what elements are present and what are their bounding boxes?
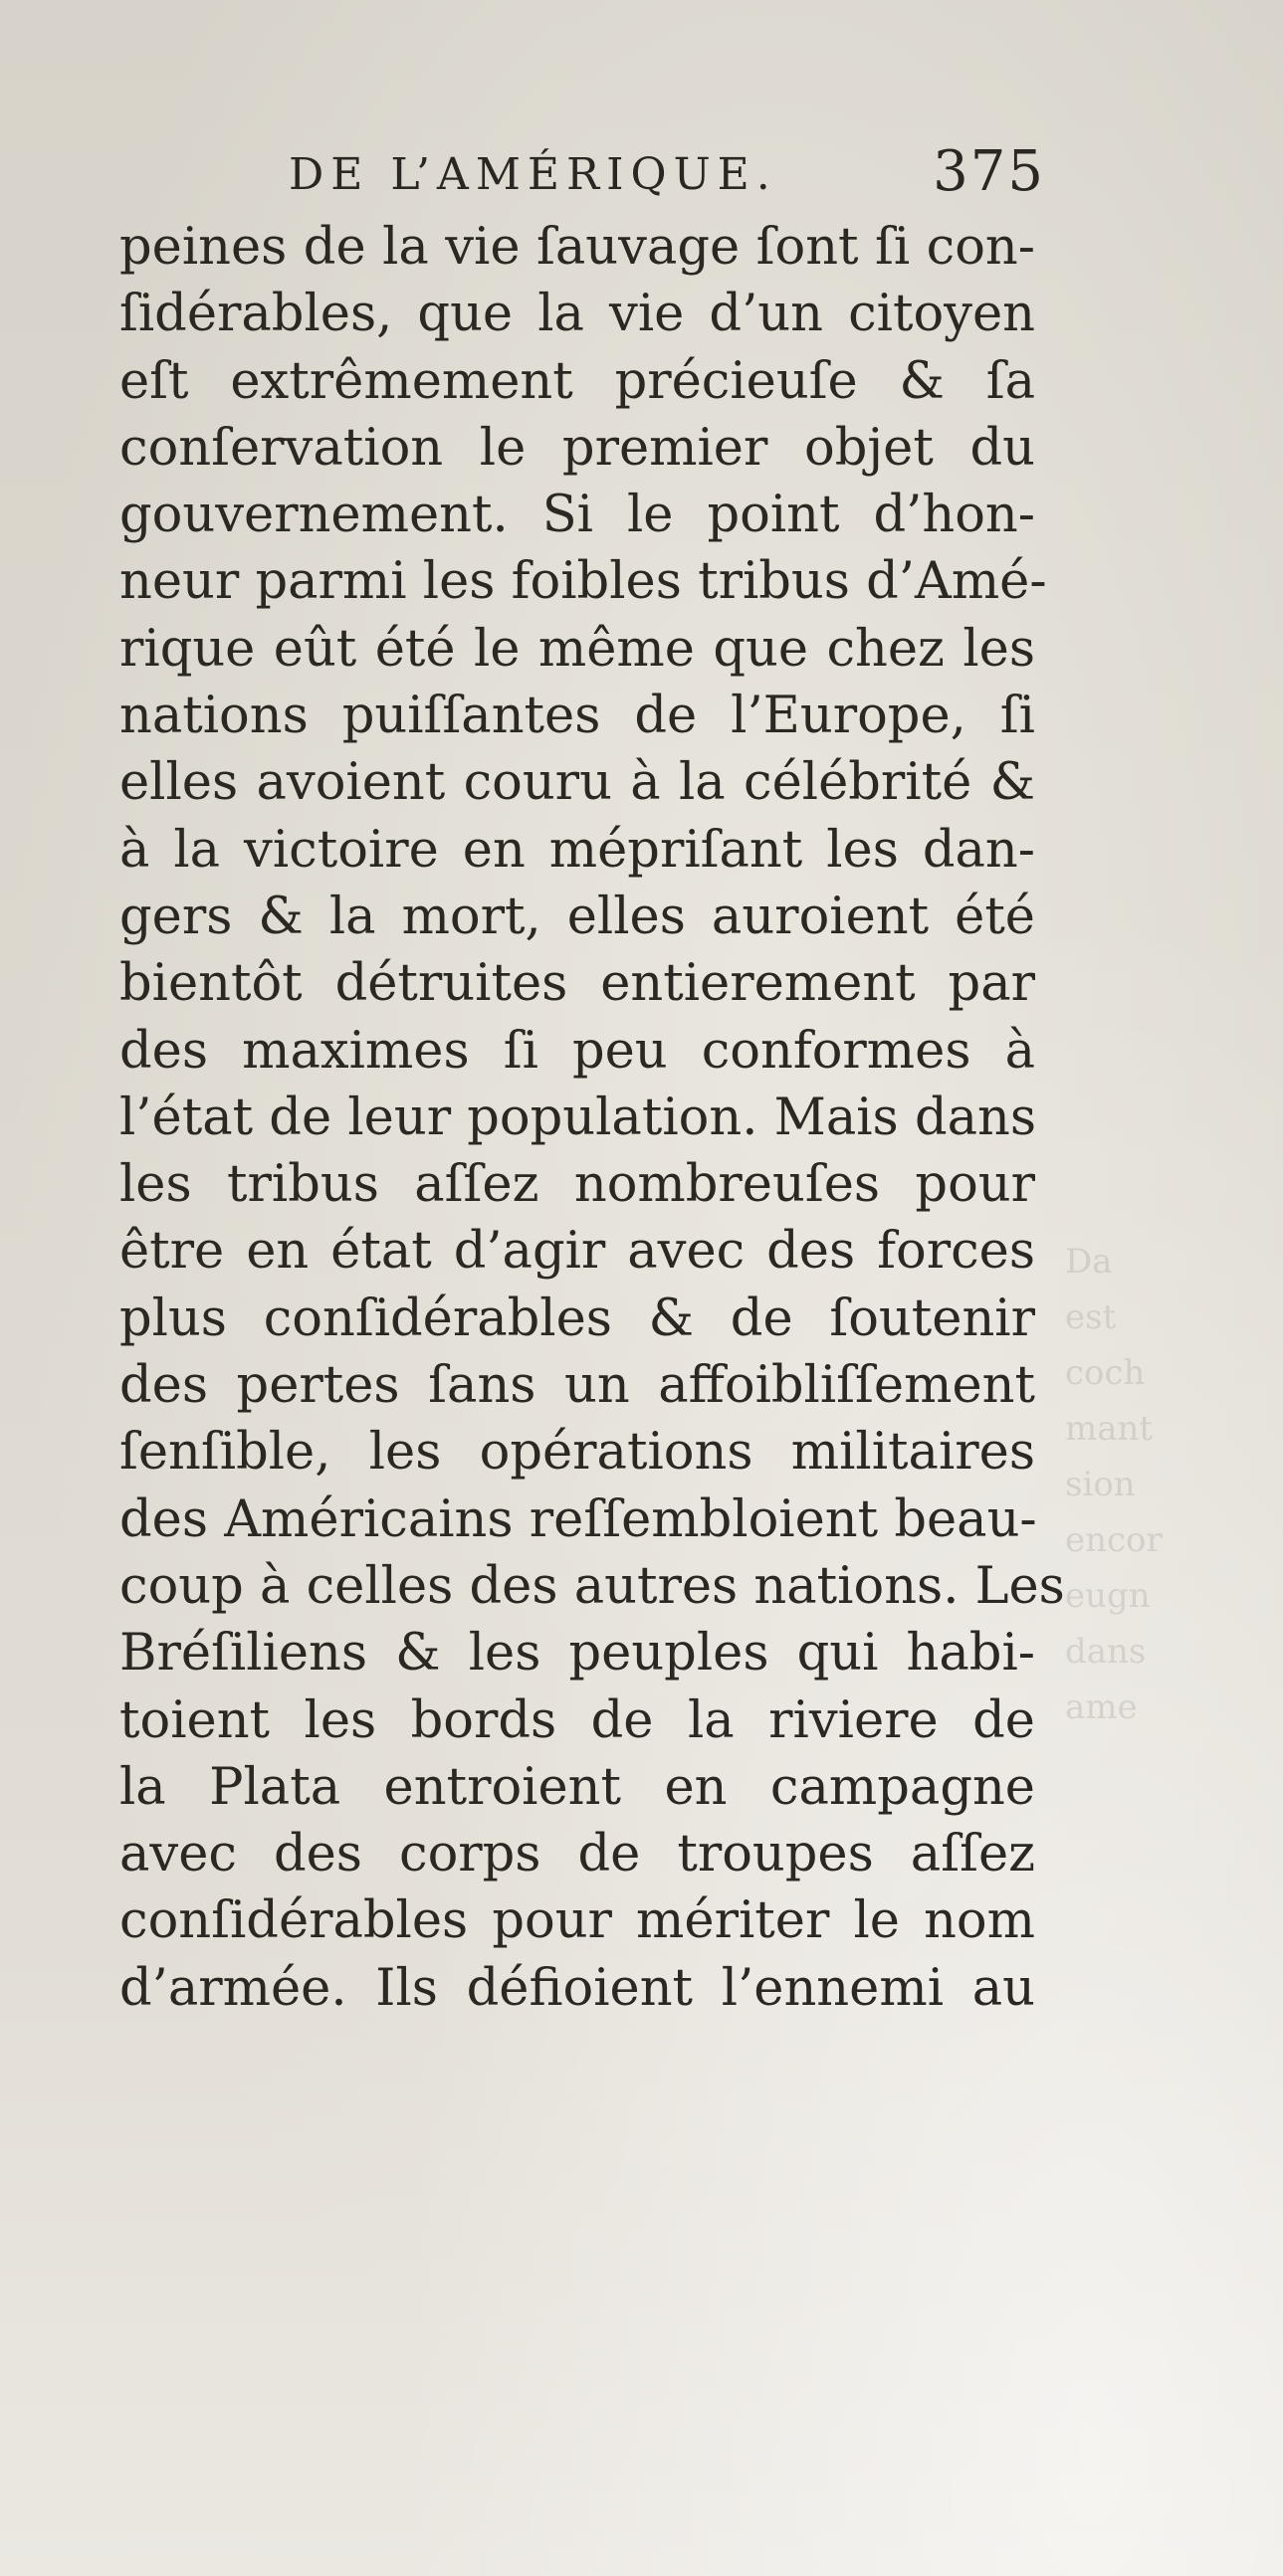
text-line: Bréſiliens & les peuples qui habi- xyxy=(119,1624,1035,1684)
text-line: peines de la vie ſauvage ſont ſi con- xyxy=(119,218,1035,277)
page-header xyxy=(289,139,1045,209)
text-line: conſidérables pour mériter le nom xyxy=(119,1891,1035,1951)
text-line: gouvernement. Si le point d’hon- xyxy=(119,486,1035,545)
bleed-through-text: Da est coch mant sion encor eugn dans ame xyxy=(1065,1242,1163,1727)
text-line: à la victoire en mépriſant les dan- xyxy=(119,820,1035,880)
text-line: d’armée. Ils défioient l’ennemi au xyxy=(119,1958,1035,2018)
text-line: rique eût été le même que chez les xyxy=(119,619,1035,679)
text-line: eſt extrêmement précieuſe & ſa xyxy=(119,351,1035,411)
text-line: coup à celles des autres nations. Les xyxy=(119,1556,1065,1616)
text-line: l’état de leur population. Mais dans xyxy=(119,1088,1037,1147)
body-text xyxy=(119,214,1065,2022)
text-line: les tribus aſſez nombreuſes pour xyxy=(119,1155,1035,1215)
text-line: conſervation le premier objet du xyxy=(119,418,1035,478)
running-title: DE L’AMÉRIQUE. xyxy=(289,149,777,200)
text-line: ſenſible, les opérations militaires xyxy=(119,1423,1035,1483)
text-line: elles avoient couru à la célébrité & xyxy=(119,753,1035,813)
text-line: toient les bords de la riviere de xyxy=(119,1690,1035,1750)
text-line: des Américains reſſembloient beau- xyxy=(119,1489,1037,1549)
text-line: être en état d’agir avec des forces xyxy=(119,1222,1035,1282)
text-line: gers & la mort, elles auroient été xyxy=(119,887,1035,946)
text-line: nations puiſſantes de l’Europe, ſi xyxy=(119,687,1035,746)
text-line: bientôt détruites entierement par xyxy=(119,954,1035,1014)
text-line: neur parmi les foibles tribus d’Amé- xyxy=(119,552,1047,612)
text-line: des pertes ſans un affoibliſſement xyxy=(119,1356,1035,1416)
text-line: avec des corps de troupes aſſez xyxy=(119,1825,1035,1884)
text-line: des maximes ſi peu conformes à xyxy=(119,1021,1035,1081)
text-line: la Plata entroient en campagne xyxy=(119,1757,1035,1817)
text-line: plus conſidérables & de ſoutenir xyxy=(119,1288,1035,1348)
page-number: 375 xyxy=(933,139,1045,204)
text-line: ſidérables, que la vie d’un citoyen xyxy=(119,285,1035,344)
